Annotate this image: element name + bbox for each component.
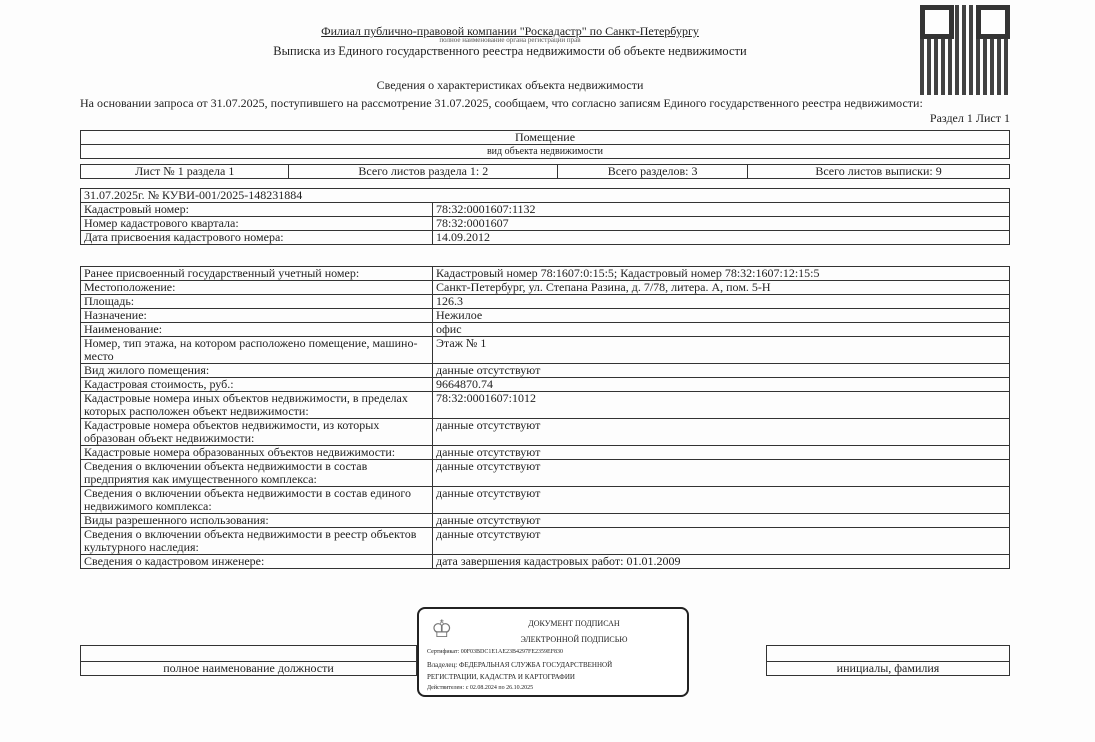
field-label: Кадастровый номер: (81, 203, 433, 217)
field-label: Дата присвоения кадастрового номера: (81, 231, 433, 245)
stamp-validity: Действителен: с 02.08.2024 по 26.10.2025 (427, 685, 534, 691)
table-row (81, 231, 1010, 245)
field-label: Кадастровые номера образованных объектов недвижимости: (81, 446, 433, 460)
table-row (81, 309, 1010, 323)
section-sheets: Всего листов раздела 1: 2 (289, 165, 558, 179)
field-label: Сведения о кадастровом инженере: (81, 555, 433, 569)
table-row (81, 281, 1010, 295)
field-label: Кадастровые номера иных объектов недвижимости, в пределах которых расположен объект недвижимости: (81, 392, 433, 419)
doc-number: 31.07.2025г. № КУВИ-001/2025-148231884 (81, 189, 1010, 203)
table-row (81, 217, 1010, 231)
intro-text: На основании запроса от 31.07.2025, поступившего на рассмотрение 31.07.2025, сообщаем, что согласно записям Единого государственного реестра недвижимости: (80, 96, 923, 110)
field-label: Местоположение: (81, 281, 433, 295)
table-row (81, 295, 1010, 309)
org-caption: полное наименование органа регистрации прав (439, 36, 581, 44)
sheets-table (80, 164, 1010, 179)
field-label: Сведения о включении объекта недвижимости в реестр объектов культурного наследия: (81, 528, 433, 555)
field-label: Кадастровая стоимость, руб.: (81, 378, 433, 392)
table-row (81, 487, 1010, 514)
total-sections: Всего разделов: 3 (558, 165, 748, 179)
stamp-owner2: РЕГИСТРАЦИИ, КАДАСТРА И КАРТОГРАФИИ (427, 673, 575, 681)
table-row (81, 460, 1010, 487)
field-value: данные отсутствуют (433, 446, 1010, 460)
total-sheets: Всего листов выписки: 9 (748, 165, 1010, 179)
stamp-certificate: Сертификат: 00F03BDC1E1AE23B4297FE2359EF830 (427, 649, 564, 655)
object-type-caption: вид объекта недвижимости (81, 145, 1010, 159)
table-row (81, 323, 1010, 337)
name-label: инициалы, фамилия (767, 662, 1010, 676)
table-row (81, 267, 1010, 281)
field-value: Санкт-Петербург, ул. Степана Разина, д. 7/78, литера. А, пом. 5-Н (433, 281, 1010, 295)
field-value: дата завершения кадастровых работ: 01.01.2009 (433, 555, 1010, 569)
field-label: Виды разрешенного использования: (81, 514, 433, 528)
position-label: полное наименование должности (81, 662, 417, 676)
org-name: Филиал публично-правовой компании "Роскадастр" по Санкт-Петербургу (321, 24, 699, 38)
table-row (81, 528, 1010, 555)
field-value: 78:32:0001607:1132 (433, 203, 1010, 217)
field-value: 9664870.74 (433, 378, 1010, 392)
stamp-line1: ДОКУМЕНТ ПОДПИСАН (528, 619, 620, 628)
field-value: данные отсутствуют (433, 364, 1010, 378)
field-value: данные отсутствуют (433, 460, 1010, 487)
table-row (81, 392, 1010, 419)
table-row (81, 514, 1010, 528)
field-label: Сведения о включении объекта недвижимости в состав единого недвижимого комплекса: (81, 487, 433, 514)
field-value: офис (433, 323, 1010, 337)
field-value: Кадастровый номер 78:1607:0:15:5; Кадастровый номер 78:32:1607:12:15:5 (433, 267, 1010, 281)
field-label: Наименование: (81, 323, 433, 337)
field-label: Номер кадастрового квартала: (81, 217, 433, 231)
electronic-signature-stamp (417, 607, 689, 697)
field-value: 78:32:0001607:1012 (433, 392, 1010, 419)
field-value: Нежилое (433, 309, 1010, 323)
table-row (81, 419, 1010, 446)
section-label: Раздел 1 Лист 1 (929, 111, 1010, 125)
field-value: 126.3 (433, 295, 1010, 309)
field-value: данные отсутствуют (433, 419, 1010, 446)
table-row (81, 446, 1010, 460)
table-row (81, 337, 1010, 364)
stamp-line2: ЭЛЕКТРОННОЙ ПОДПИСЬЮ (520, 635, 628, 644)
field-value: 78:32:0001607 (433, 217, 1010, 231)
field-label: Ранее присвоенный государственный учетный номер: (81, 267, 433, 281)
cadastral-table (80, 188, 1010, 245)
field-label: Площадь: (81, 295, 433, 309)
object-type: Помещение (81, 131, 1010, 145)
field-label: Вид жилого помещения: (81, 364, 433, 378)
field-label: Кадастровые номера объектов недвижимости, из которых образован объект недвижимости: (81, 419, 433, 446)
field-value: данные отсутствуют (433, 487, 1010, 514)
stamp-owner: Владелец: ФЕДЕРАЛЬНАЯ СЛУЖБА ГОСУДАРСТВЕННОЙ (427, 661, 613, 669)
field-label: Номер, тип этажа, на котором расположено помещение, машино-место (81, 337, 433, 364)
field-value: данные отсутствуют (433, 528, 1010, 555)
table-row (81, 203, 1010, 217)
table-row (81, 555, 1010, 569)
object-type-table (80, 130, 1010, 159)
emblem-icon: ♔ (431, 617, 453, 643)
field-label: Сведения о включении объекта недвижимости в состав предприятия как имущественного комплекса: (81, 460, 433, 487)
document-subtitle: Сведения о характеристиках объекта недвижимости (376, 78, 644, 92)
field-label: Назначение: (81, 309, 433, 323)
field-value: Этаж № 1 (433, 337, 1010, 364)
table-row (81, 378, 1010, 392)
table-row (81, 364, 1010, 378)
field-value: данные отсутствуют (433, 514, 1010, 528)
qr-code (920, 5, 1010, 95)
document-title: Выписка из Единого государственного реестра недвижимости об объекте недвижимости (273, 44, 747, 58)
field-value: 14.09.2012 (433, 231, 1010, 245)
characteristics-table (80, 266, 1010, 569)
sheet-number: Лист № 1 раздела 1 (81, 165, 289, 179)
